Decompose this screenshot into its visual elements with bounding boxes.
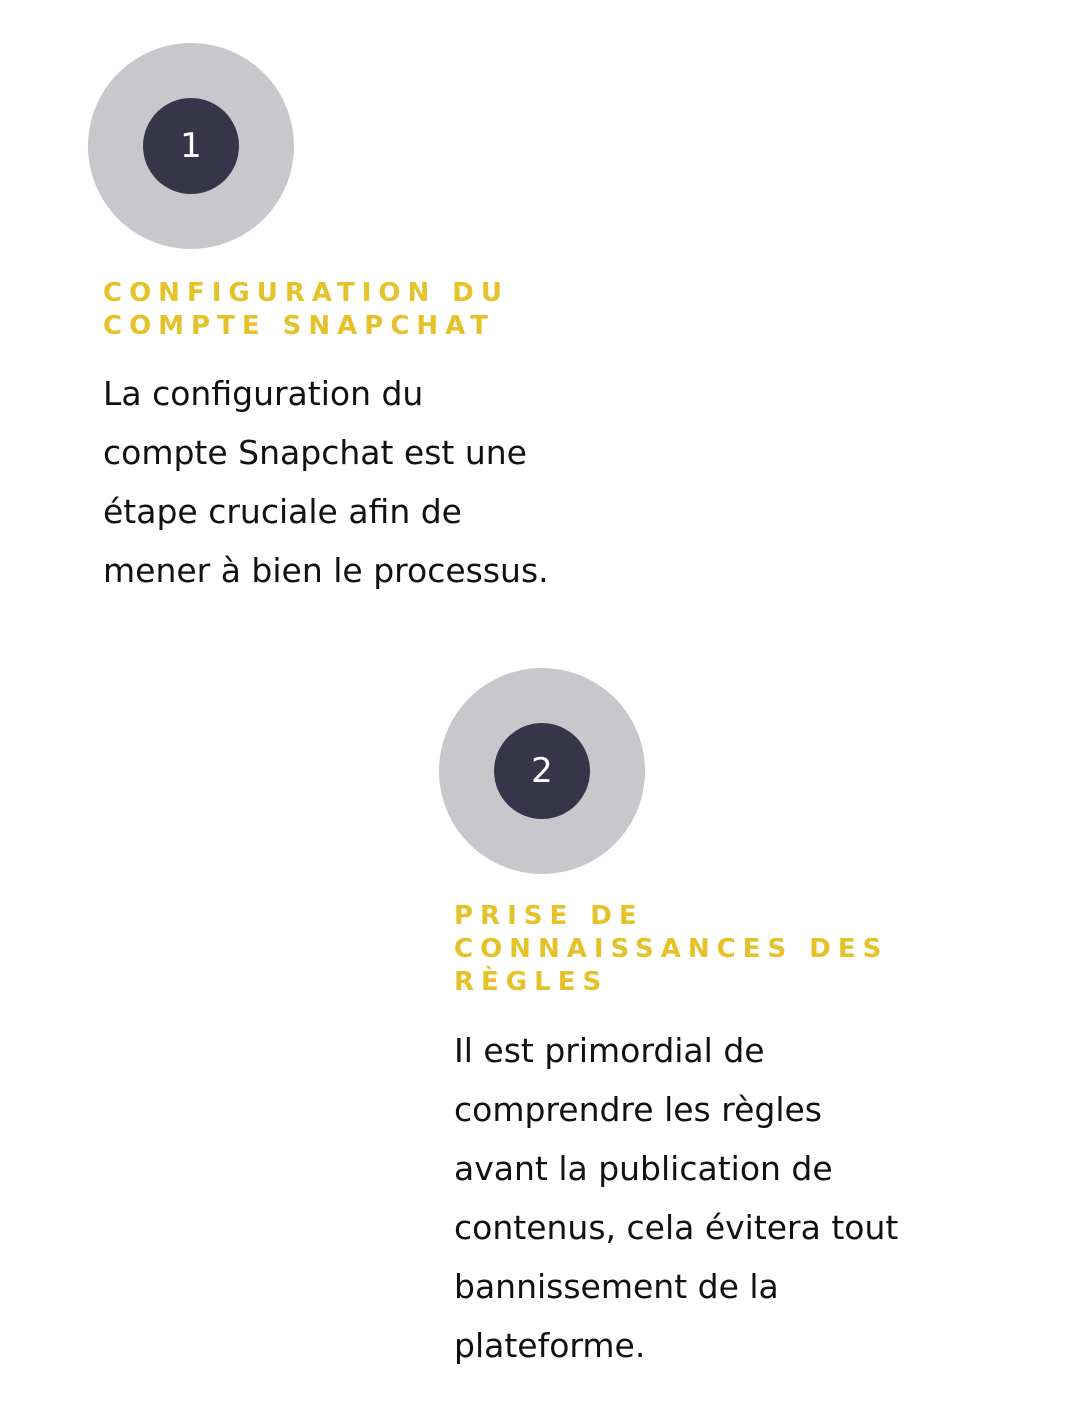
step-2-badge (439, 668, 645, 874)
step-2-title-line: CONNAISSANCES DES (454, 934, 889, 964)
step-1-description-line: La configuration du (103, 374, 424, 413)
step-1-badge (88, 43, 294, 249)
step-1-description-line: compte Snapchat est une (103, 433, 527, 472)
step-1-title (103, 277, 543, 343)
step-2-description (454, 1021, 1014, 1375)
step-2-number: 2 (494, 723, 590, 819)
step-1-title-line: CONFIGURATION DU (103, 278, 509, 308)
step-1-description (103, 364, 643, 600)
step-1-description-line: mener à bien le processus. (103, 551, 549, 590)
step-2-title (454, 900, 924, 999)
step-1-title-line: COMPTE SNAPCHAT (103, 311, 496, 341)
step-2-title-line: RÈGLES (454, 967, 609, 997)
step-2-description-line: Il est primordial de (454, 1031, 765, 1070)
step-2-description-line: contenus, cela évitera tout (454, 1208, 899, 1247)
step-2-description-line: plateforme. (454, 1326, 646, 1365)
step-1-number: 1 (143, 98, 239, 194)
step-1-description-line: étape cruciale afin de (103, 492, 462, 531)
step-2-description-line: avant la publication de (454, 1149, 833, 1188)
step-2-description-line: comprendre les règles (454, 1090, 822, 1129)
step-2-title-line: PRISE DE (454, 901, 644, 931)
step-2-description-line: bannissement de la (454, 1267, 779, 1306)
